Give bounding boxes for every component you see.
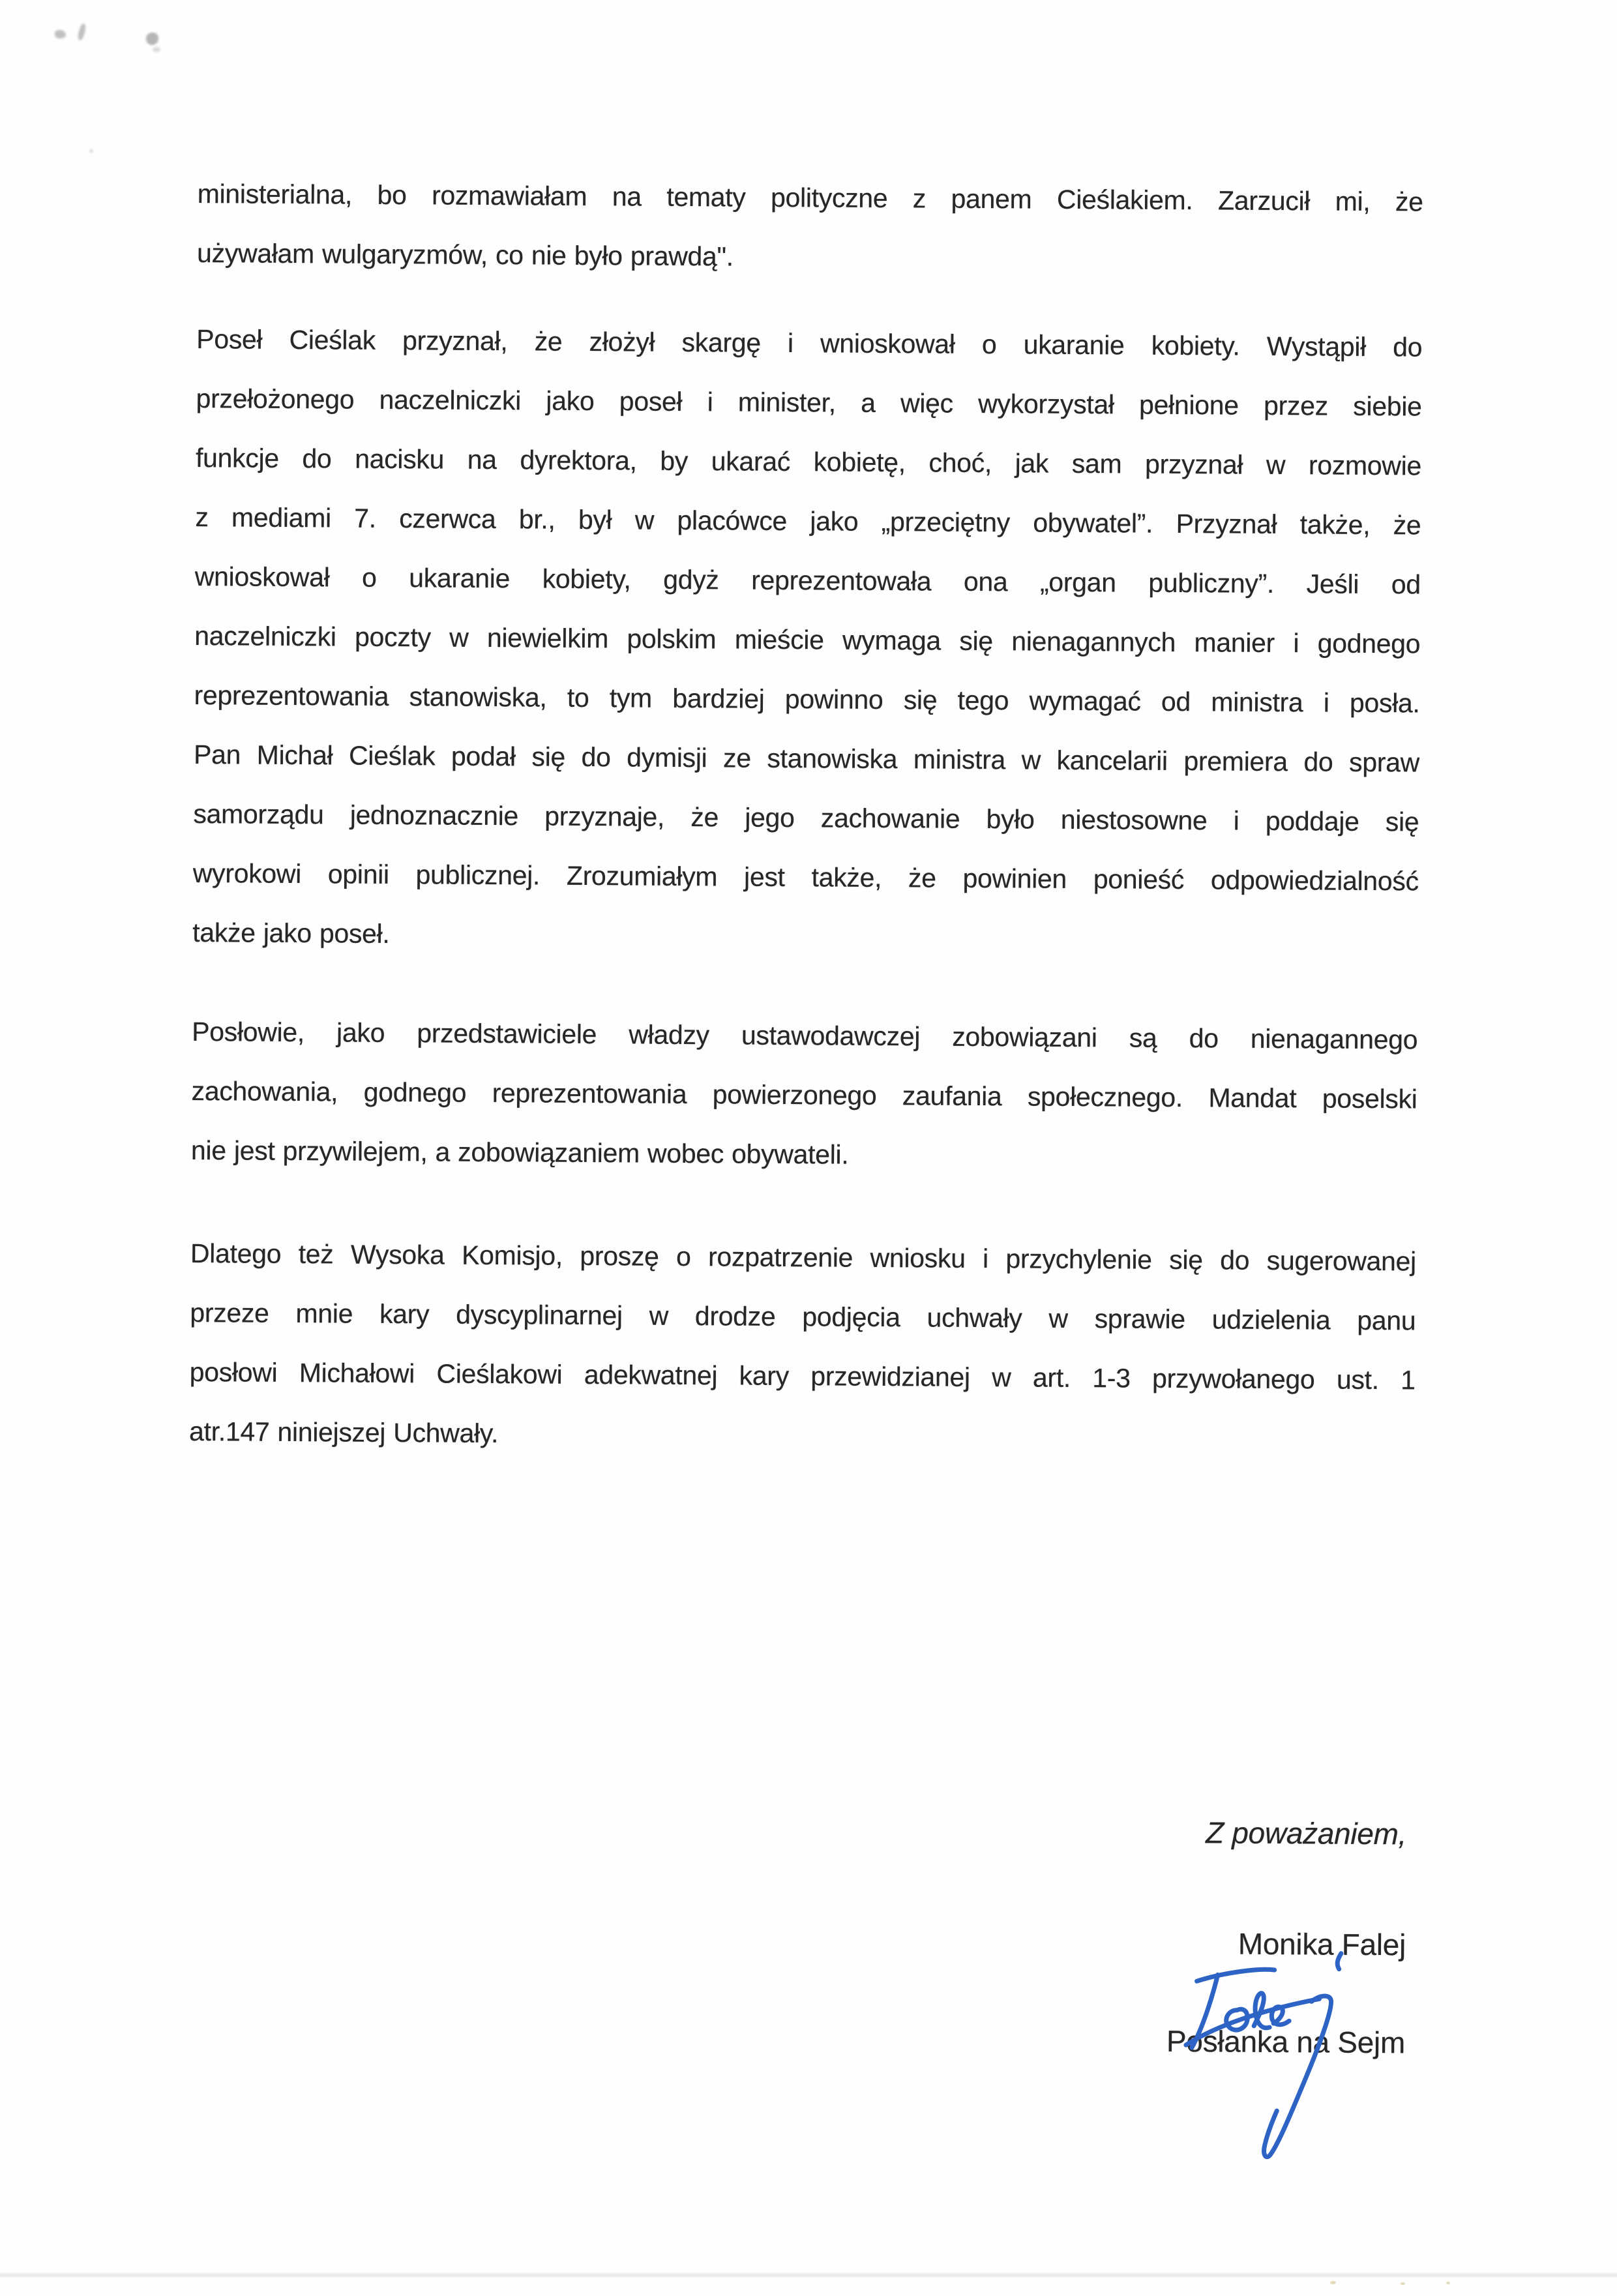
text-line: funkcje do nacisku na dyrektora, by ukarać kobietę, choć, jak sam przyznał w rozmowie — [195, 442, 1422, 481]
text-line: Poseł Cieślak przyznał, że złożył skargę i wnioskował o ukaranie kobiety. Wystąpił do — [196, 323, 1423, 363]
text-line: Pan Michał Cieślak podał się do dymisji ze stanowiska ministra w kancelarii premiera do spraw — [193, 739, 1420, 778]
body-paragraph — [189, 1224, 1416, 1469]
text-line: Posłowie, jako przedstawiciele władzy ustawodawczej zobowiązani są do nienagannego — [192, 1016, 1418, 1055]
text-line: naczelniczki poczty w niewielkim polskim mieście wymaga się nienagannych manier i godnego — [194, 620, 1421, 659]
text-line: wyrokowi opinii publicznej. Zrozumiałym jest także, że powinien ponieść odpowiedzialność — [192, 857, 1419, 897]
body-paragraph — [197, 164, 1423, 291]
scan-speck — [1330, 2281, 1336, 2284]
text-line: zachowania, godnego reprezentowania powierzonego zaufania społecznego. Mandat poselski — [191, 1075, 1417, 1114]
text-line: samorządu jednoznacznie przyznaje, że jego zachowanie było niestosowne i poddaje się — [193, 798, 1419, 837]
signer-title: Posłanka na Sejm — [1166, 2023, 1406, 2060]
text-line: przeze mnie kary dyscyplinarnej w drodze podjęcia uchwały w sprawie udzielenia panu — [190, 1297, 1416, 1336]
handwritten-signature-ink — [1174, 1937, 1357, 2179]
body-paragraph — [191, 1002, 1418, 1188]
body-paragraph — [192, 310, 1423, 970]
text-line: Dlatego też Wysoka Komisjo, proszę o rozpatrzenie wniosku i przychylenie się do sugerowanej — [190, 1238, 1417, 1277]
scanner-edge-shadow — [0, 2272, 1617, 2278]
text-line: reprezentowania stanowiska, to tym bardziej powinno się tego wymagać od ministra i posła. — [194, 679, 1420, 719]
text-line: przełożonego naczelniczki jako poseł i minister, a więc wykorzystał pełnione przez siebie — [196, 383, 1422, 422]
text-line: posłowi Michałowi Cieślakowi adekwatnej kary przewidzianej w art. 1-3 przywołanego ust. 1 — [189, 1356, 1416, 1395]
scan-smudge — [89, 149, 93, 153]
text-line: nie jest przywilejem, a zobowiązaniem wobec obywateli. — [190, 1135, 849, 1170]
scan-speck — [1401, 2282, 1405, 2285]
text-line: wnioskował o ukaranie kobiety, gdyż reprezentowała ona „organ publiczny”. Jeśli od — [194, 561, 1421, 600]
valediction-text: Z poważaniem, — [1205, 1815, 1407, 1851]
text-line: ministerialna, bo rozmawiałam na tematy polityczne z panem Cieślakiem. Zarzucił mi, że — [197, 178, 1423, 217]
signer-name: Monika Falej — [1238, 1926, 1406, 1962]
text-line: także jako poseł. — [192, 917, 390, 949]
scan-smudge — [55, 30, 66, 38]
scan-smudge — [153, 47, 160, 52]
text-line: atr.147 niniejszej Uchwały. — [188, 1416, 499, 1449]
text-line: z mediami 7. czerwca br., był w placówce jako „przeciętny obywatel”. Przyznał także, że — [195, 501, 1421, 541]
scan-speck — [1446, 2282, 1450, 2284]
text-line: używałam wulgaryzmów, co nie było prawdą". — [196, 237, 734, 272]
